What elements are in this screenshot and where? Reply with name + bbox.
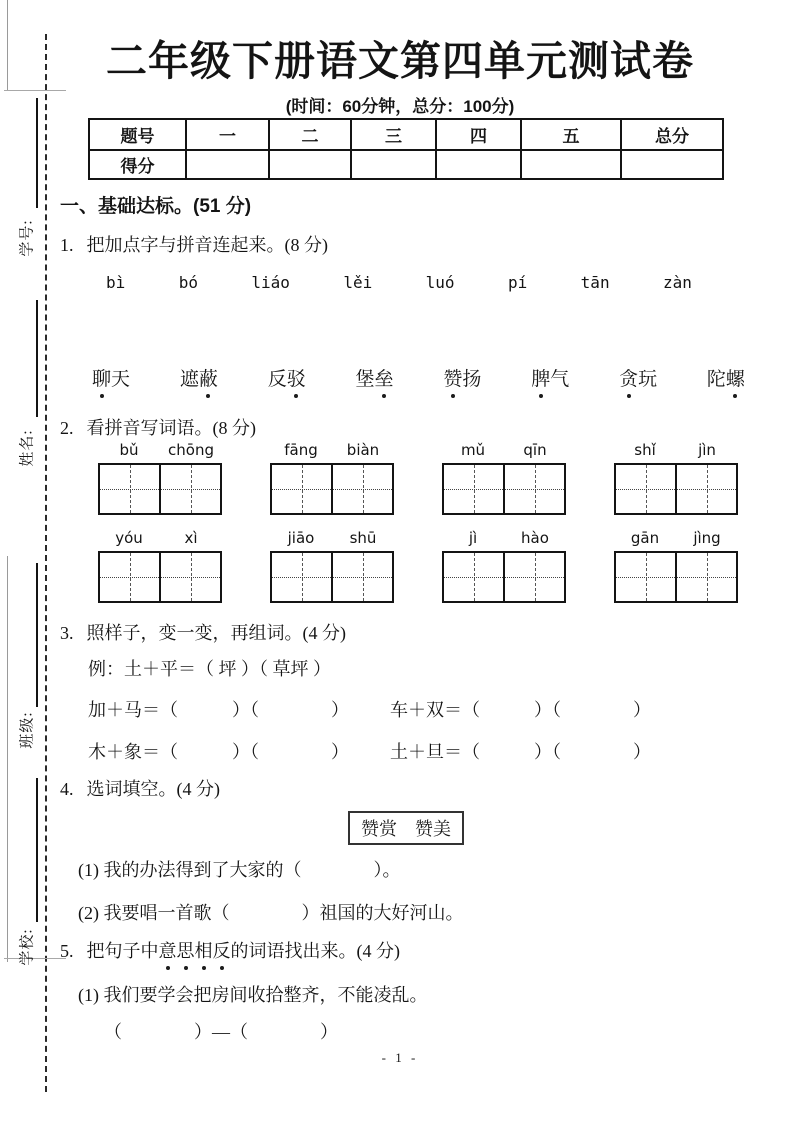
q3-equation-1-right: 车＋双＝（ ）（ ）: [390, 700, 651, 720]
q5-item-1: (1) 我们要学会把房间收拾整齐，不能凌乱。: [78, 985, 428, 1005]
q2-pinyin-syllable: biàn: [346, 441, 380, 459]
q2-writing-row-1: [98, 441, 738, 515]
score-table-col-total: 总分: [621, 119, 723, 150]
q2-writing-cell: [272, 465, 331, 513]
school-label: 学校:: [19, 928, 36, 966]
q5-answer-blanks: （ ）—（ ）: [104, 1022, 338, 1042]
question-5-prompt: [60, 937, 400, 963]
q2-pinyin-syllable: jì: [468, 529, 478, 547]
q2-word-group: [270, 529, 394, 603]
q1-word: 贪玩: [619, 364, 657, 391]
score-table-label-question: 题号: [89, 119, 186, 150]
name-label: 姓名:: [19, 429, 36, 467]
q2-word-group: [270, 441, 394, 515]
q5-dotted-char: 意: [159, 937, 177, 963]
q2-pinyin-syllable: bǔ: [119, 441, 139, 459]
q2-word-group: [98, 441, 222, 515]
q1-word: 反驳: [268, 364, 306, 391]
q2-writing-box: [270, 463, 394, 515]
q2-writing-cell: [444, 465, 503, 513]
page-number: - 1 -: [381, 1050, 419, 1065]
score-table-col-3: 三: [351, 119, 436, 150]
q2-writing-cell: [331, 553, 392, 601]
q3-equation-1-left: 加＋马＝（ ）（ ）: [88, 700, 349, 720]
question-3-text: 照样子，变一变，再组词。(4 分): [86, 623, 346, 643]
q3-example: 例：土＋平＝（ 坪 ）（ 草坪 ）: [88, 659, 331, 679]
q2-pinyin-syllable: gān: [630, 529, 660, 547]
q1-pinyin-item: zàn: [663, 273, 692, 292]
q2-pinyin-syllable: shū: [349, 529, 377, 547]
margin-dashed-line: [45, 34, 47, 1092]
page-title: 二年级下册语文第四单元测试卷: [106, 38, 694, 84]
q2-word-group: [614, 529, 738, 603]
q2-writing-cell: [159, 553, 220, 601]
question-1-prompt: [60, 231, 328, 257]
section-1-heading: 一、基础达标。(51 分): [60, 196, 252, 217]
q2-writing-box: [270, 551, 394, 603]
q1-words-row: [92, 364, 745, 391]
q4-item-2: (2) 我要唱一首歌（ ）祖国的大好河山。: [78, 903, 464, 923]
q2-writing-row-2: [98, 529, 738, 603]
question-5-number: 5.: [60, 941, 74, 961]
q1-pinyin-item: luó: [425, 273, 455, 292]
q2-writing-cell: [272, 553, 331, 601]
question-3-number: 3.: [60, 623, 74, 643]
q1-pinyin-item: pí: [507, 273, 528, 292]
q3-equation-2-left: 木＋象＝（ ）（ ）: [88, 742, 349, 762]
q2-pinyin-syllable: qīn: [523, 441, 547, 459]
q5-dotted-char: 反: [213, 937, 231, 963]
q1-word: 遮蔽: [180, 364, 218, 391]
q3-equation-2-right: 土＋旦＝（ ）（ ）: [390, 742, 651, 762]
question-2-text: 看拼音写词语。(8 分): [86, 418, 256, 438]
q2-word-group: [442, 529, 566, 603]
question-1-text: 把加点字与拼音连起来。(8 分): [86, 235, 328, 255]
q4-item-1: (1) 我的办法得到了大家的（ ）。: [78, 860, 401, 880]
q2-pinyin-pair: [442, 441, 566, 463]
question-4-text: 选词填空。(4 分): [86, 779, 220, 799]
scan-edge-line-bottom: [7, 556, 8, 962]
score-cell-empty: [436, 150, 521, 179]
school-blank-line: [36, 778, 38, 922]
q2-pinyin-syllable: chōng: [168, 441, 214, 459]
score-table: [88, 118, 724, 180]
class-label: 班级:: [19, 711, 36, 749]
q2-writing-cell: [331, 465, 392, 513]
score-table-score-row: [89, 150, 723, 179]
q5-dotted-char: 思: [177, 937, 195, 963]
student-id-blank-line: [36, 98, 38, 208]
q2-writing-cell: [675, 465, 736, 513]
q2-pinyin-syllable: jìng: [693, 529, 721, 547]
q2-pinyin-pair: [614, 529, 738, 551]
score-table-col-1: 一: [186, 119, 269, 150]
q2-word-group: [442, 441, 566, 515]
q2-word-group: [614, 441, 738, 515]
crop-mark-top: [4, 90, 66, 91]
q2-writing-cell: [616, 553, 675, 601]
question-2-number: 2.: [60, 418, 74, 438]
q2-pinyin-syllable: yóu: [115, 529, 143, 547]
q1-pinyin-item: lěi: [343, 273, 373, 292]
q1-pinyin-item: bì: [106, 273, 126, 292]
q2-writing-cell: [159, 465, 220, 513]
q2-pinyin-syllable: mǔ: [460, 441, 486, 459]
score-table-col-4: 四: [436, 119, 521, 150]
q2-writing-cell: [444, 553, 503, 601]
q1-word: 赞扬: [443, 364, 481, 391]
q1-pinyin-item: bó: [178, 273, 198, 292]
q1-word: 陀螺: [707, 364, 745, 391]
score-table-label-score: 得分: [89, 150, 186, 179]
score-cell-empty: [521, 150, 621, 179]
question-2-prompt: [60, 414, 256, 440]
q2-pinyin-pair: [270, 441, 394, 463]
q2-pinyin-pair: [98, 529, 222, 551]
q2-writing-box: [442, 463, 566, 515]
q1-pinyin-row: [106, 273, 692, 292]
q5-dotted-char: 相: [195, 937, 213, 963]
question-5-dotted-words: [159, 941, 231, 961]
q2-writing-cell: [616, 465, 675, 513]
q2-word-group: [98, 529, 222, 603]
name-blank-line: [36, 300, 38, 417]
question-4-prompt: [60, 775, 220, 801]
q2-writing-cell: [503, 553, 564, 601]
q2-pinyin-syllable: jìn: [698, 441, 716, 459]
q2-pinyin-syllable: hào: [521, 529, 549, 547]
q2-writing-cell: [100, 465, 159, 513]
class-blank-line: [36, 563, 38, 707]
q2-pinyin-pair: [270, 529, 394, 551]
q2-writing-box: [98, 463, 222, 515]
student-id-label: 学号:: [19, 219, 36, 257]
q2-pinyin-syllable: jiāo: [287, 529, 315, 547]
score-cell-empty: [351, 150, 436, 179]
question-5-text-prefix: 把句子中: [86, 941, 159, 961]
q2-writing-box: [614, 463, 738, 515]
q1-word: 堡垒: [356, 364, 394, 391]
q2-pinyin-syllable: xì: [184, 529, 198, 547]
q2-pinyin-syllable: shǐ: [634, 441, 656, 459]
q1-word: 聊天: [92, 364, 130, 391]
score-table-col-2: 二: [269, 119, 351, 150]
q2-writing-box: [614, 551, 738, 603]
score-table-col-5: 五: [521, 119, 621, 150]
scan-edge-line-top: [7, 0, 8, 90]
question-1-number: 1.: [60, 235, 74, 255]
q1-pinyin-item: tān: [580, 273, 610, 292]
q2-writing-cell: [675, 553, 736, 601]
score-cell-empty: [621, 150, 723, 179]
q4-word-bank-box: 赞赏 赞美: [348, 811, 464, 845]
q1-word: 脾气: [531, 364, 569, 391]
q2-writing-cell: [503, 465, 564, 513]
q2-writing-box: [442, 551, 566, 603]
q2-writing-box: [98, 551, 222, 603]
q1-pinyin-item: liáo: [251, 273, 290, 292]
question-3-prompt: [60, 619, 346, 645]
question-4-number: 4.: [60, 779, 74, 799]
score-table-header-row: [89, 119, 723, 150]
q2-writing-cell: [100, 553, 159, 601]
question-5-text-suffix: 的词语找出来。(4 分): [230, 941, 400, 961]
q2-pinyin-pair: [442, 529, 566, 551]
q2-pinyin-pair: [98, 441, 222, 463]
score-cell-empty: [269, 150, 351, 179]
page-subtitle: (时间：60分钟，总分：100分): [285, 97, 515, 116]
q2-pinyin-pair: [614, 441, 738, 463]
score-cell-empty: [186, 150, 269, 179]
q2-pinyin-syllable: fāng: [284, 441, 318, 459]
